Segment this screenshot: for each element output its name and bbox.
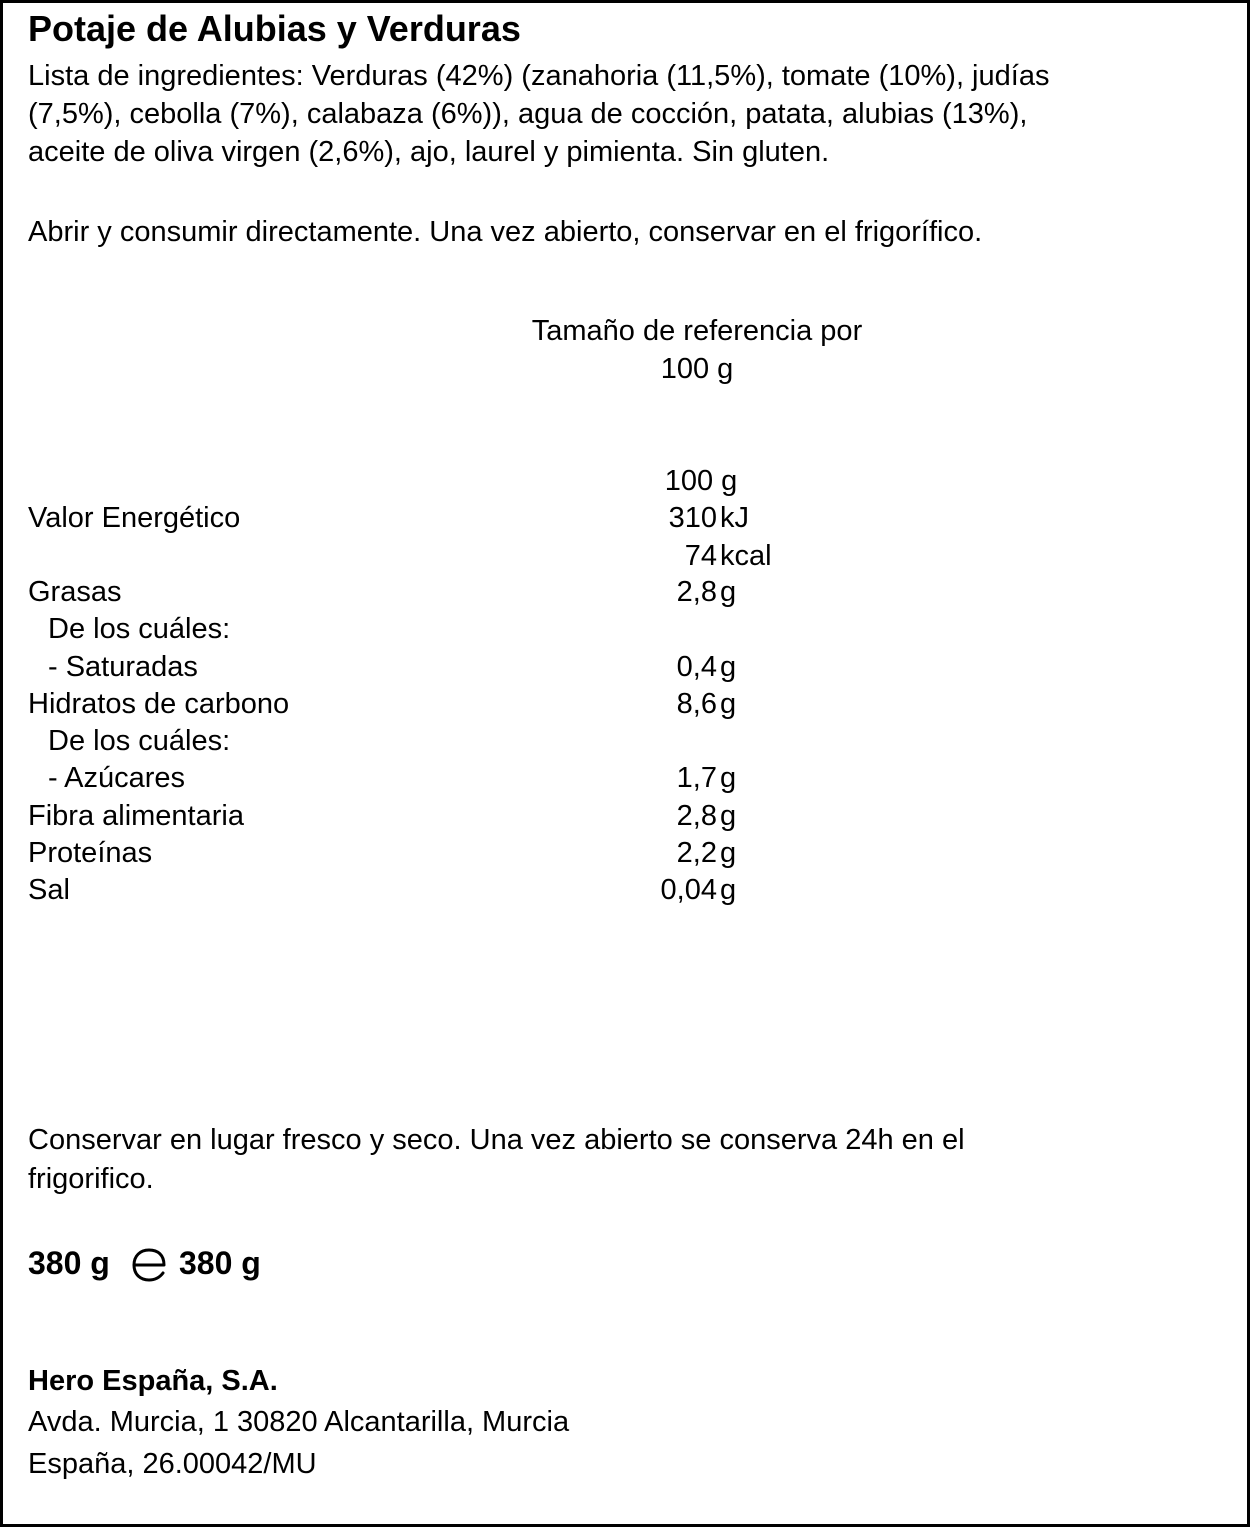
product-title: Potaje de Alubias y Verduras (28, 8, 521, 49)
nutrient-label: - Azúcares (48, 762, 185, 794)
nutrient-label: Valor Energético (28, 502, 241, 534)
storage-line: frigorifico. (28, 1163, 154, 1195)
company-name: Hero España, S.A. (28, 1365, 278, 1397)
nutrient-value: 1,7 (676, 762, 717, 794)
nutrient-value: 2,8 (676, 576, 717, 608)
nutrient-value: 310 (668, 502, 717, 534)
net-weight: 380 g (28, 1245, 110, 1281)
nutrient-label: Sal (28, 874, 70, 906)
usage-instructions: Abrir y consumir directamente. Una vez abierto, conservar en el frigorífico. (28, 216, 983, 248)
nutrient-value: 2,2 (676, 837, 717, 869)
e-mark-icon (131, 1247, 167, 1283)
nutrient-unit: g (720, 688, 737, 720)
nutrient-unit: g (720, 762, 737, 794)
ingredients-line: Lista de ingredientes: Verduras (42%) (zanahoria (11,5%), tomate (10%), judías (28, 60, 1050, 92)
nutrient-unit: kcal (720, 540, 772, 572)
nutrient-value: 0,4 (676, 651, 717, 683)
reference-amount: 100 g (660, 353, 734, 385)
nutrient-label: De los cuáles: (48, 725, 231, 757)
nutrient-label: Fibra alimentaria (28, 800, 244, 832)
nutrient-label: De los cuáles: (48, 613, 231, 645)
nutrient-value: 74 (684, 540, 717, 572)
nutrient-label: - Saturadas (48, 651, 198, 683)
company-registry: España, 26.00042/MU (28, 1448, 317, 1480)
nutrient-label: Proteínas (28, 837, 153, 869)
net-weight-repeat: 380 g (179, 1245, 261, 1281)
nutrient-value: 0,04 (660, 874, 717, 906)
column-header: 100 g (664, 465, 738, 497)
nutrient-unit: g (720, 576, 737, 608)
nutrient-value: 2,8 (676, 800, 717, 832)
nutrient-label: Hidratos de carbono (28, 688, 290, 720)
company-address: Avda. Murcia, 1 30820 Alcantarilla, Murcia (28, 1406, 570, 1438)
nutrient-unit: g (720, 800, 737, 832)
nutrient-unit: g (720, 837, 737, 869)
ingredients-line: aceite de oliva virgen (2,6%), ajo, laurel y pimienta. Sin gluten. (28, 136, 830, 168)
storage-line: Conservar en lugar fresco y seco. Una vez abierto se conserva 24h en el (28, 1124, 965, 1156)
reference-header: Tamaño de referencia por (531, 315, 863, 347)
ingredients-line: (7,5%), cebolla (7%), calabaza (6%)), agua de cocción, patata, alubias (13%), (28, 98, 1028, 130)
nutrient-unit: kJ (720, 502, 749, 534)
nutrient-label: Grasas (28, 576, 122, 608)
nutrient-value: 8,6 (676, 688, 717, 720)
nutrient-unit: g (720, 651, 737, 683)
nutrient-unit: g (720, 874, 737, 906)
